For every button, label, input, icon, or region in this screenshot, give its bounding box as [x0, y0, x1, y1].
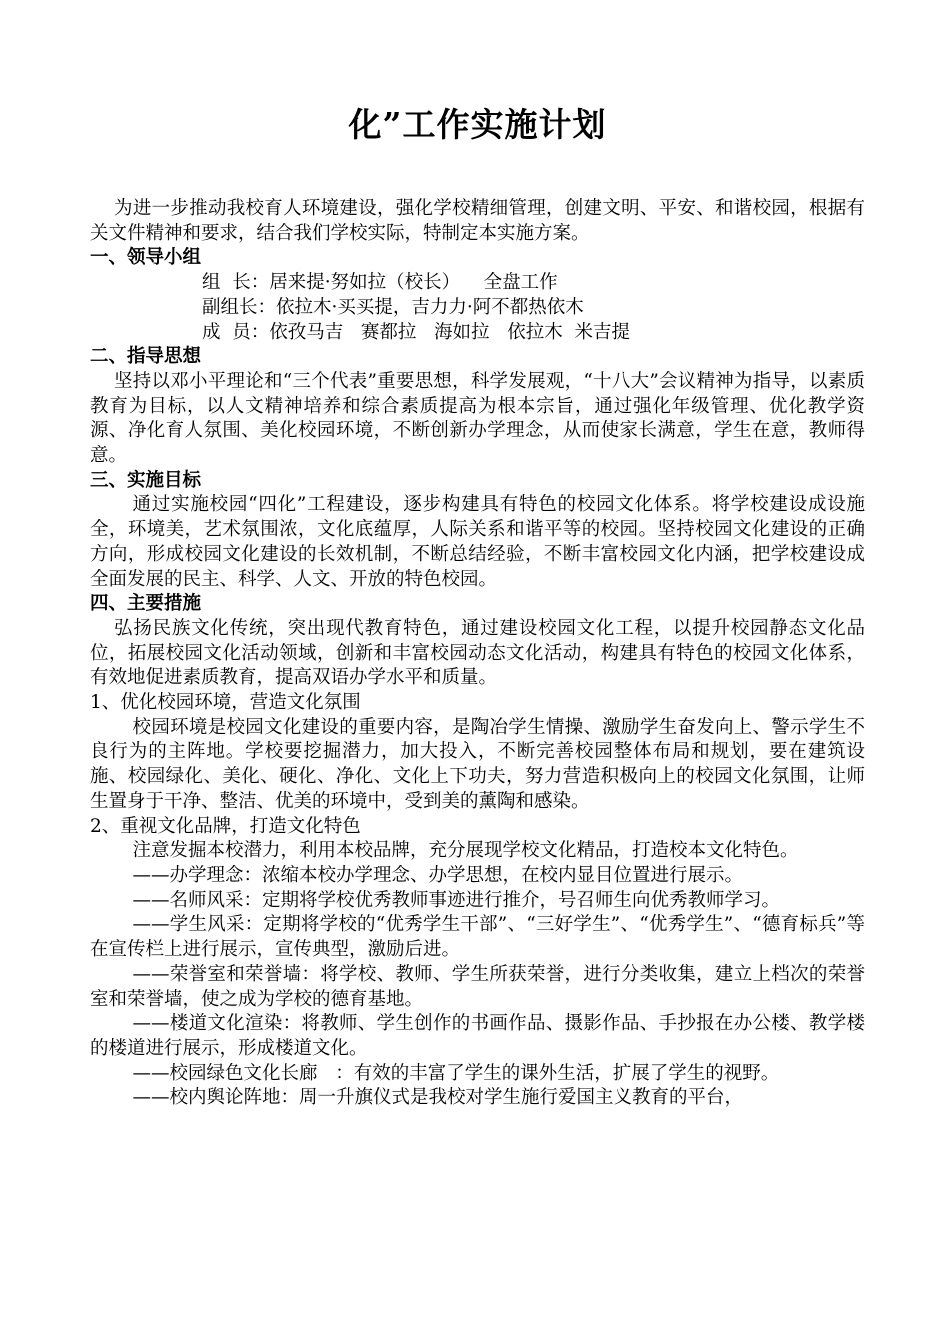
subsection-title-brand: 2、重视文化品牌，打造文化特色: [90, 815, 361, 837]
goals-paragraph: 通过实施校园“四化”工程建设，逐步构建具有特色的校园文化体系。将学校建设成设施全，环境美，艺术氛围浓，文化底蕴厚，人际关系和谐平等的校园。坚持校园文化建设的正确方向，形成校园文化建设的长效机制，不断总结经验，不断丰富校园文化内涵，把学校建设成全面发展的民主、科学、人文、开放的特色校园。: [90, 494, 865, 590]
document-body: [90, 197, 865, 1111]
list-item: ——办学理念：浓缩本校办学理念、办学思想，在校内显目位置进行展示。: [132, 864, 744, 886]
intro-paragraph: 为进一步推动我校育人环境建设，强化学校精细管理，创建文明、平安、和谐校园，根据有关文件精神和要求，结合我们学校实际，特制定本实施方案。: [90, 198, 865, 244]
list-item: ——楼道文化渲染：将教师、学生创作的书画作品、摄影作品、手抄报在办公楼、教学楼的楼道进行展示，形成楼道文化。: [90, 1013, 865, 1059]
list-item: ——校内舆论阵地：周一升旗仪式是我校对学生施行爱国主义教育的平台，: [132, 1087, 744, 1109]
list-item: ——学生风采：定期将学校的“优秀学生干部”、“三好学生”、“优秀学生”、“德育标兵”等在宣传栏上进行展示，宣传典型，激励后进。: [90, 914, 865, 961]
environment-paragraph: 校园环境是校园文化建设的重要内容，是陶冶学生情操、激励学生奋发向上、警示学生不良行为的主阵地。学校要挖掘潜力，加大投入，不断完善校园整体布局和规划，要在建筑设施、校园绿化、美化、硬化、净化、文化上下功夫，努力营造积极向上的校园文化氛围，让师生置身于干净、整洁、优美的环境中，受到美的薰陶和感染。: [90, 716, 865, 812]
member-line-deputy: 副组长：依拉木·买买提，吉力力·阿不都热依木: [202, 296, 584, 318]
section-heading-leadership: 一、领导小组: [90, 247, 202, 269]
guidance-paragraph: 坚持以邓小平理论和“三个代表”重要思想，科学发展观，“十八大”会议精神为指导，以素质教育为目标，以人文精神培养和综合素质提高为根本宗旨，通过强化年级管理、优化教学资源、净化育人氛围、美化校园环境，不断创新办学理念，从而使家长满意，学生在意，教师得意。: [90, 370, 865, 467]
measures-paragraph: 弘扬民族文化传统，突出现代教育特色，通过建设校园文化工程，以提升校园静态文化品位，拓展校园文化活动领域，创新和丰富校园动态文化活动，构建具有特色的校园文化体系，有效地促进素质教育，提高双语办学水平和质量。: [90, 617, 865, 689]
list-item: ——荣誉室和荣誉墙：将学校、教师、学生所获荣誉，进行分类收集，建立上档次的荣誉室和荣誉墙，使之成为学校的德育基地。: [90, 963, 865, 1010]
subsection-title-environment: 1、优化校园环境，营造文化氛围: [90, 692, 361, 714]
member-line-leader: 组 长：居来提·努如拉（校长） 全盘工作: [202, 272, 558, 294]
brand-paragraph: 注意发掘本校潜力，利用本校品牌，充分展现学校文化精品，打造校本文化特色。: [132, 840, 799, 862]
section-heading-goals: 三、实施目标: [90, 469, 202, 491]
list-item: ——校园绿色文化长廊 ：有效的丰富了学生的课外生活，扩展了学生的视野。: [132, 1062, 780, 1084]
member-line-members: 成 员：依孜马吉 赛都拉 海如拉 依拉木 米吉提: [202, 321, 630, 343]
document-title: 化”工作实施计划: [348, 105, 607, 144]
section-heading-guidance: 二、指导思想: [90, 346, 202, 368]
list-item: ——名师风采：定期将学校优秀教师事迹进行推介，号召师生向优秀教师学习。: [132, 889, 781, 911]
section-heading-measures: 四、主要措施: [90, 593, 202, 615]
